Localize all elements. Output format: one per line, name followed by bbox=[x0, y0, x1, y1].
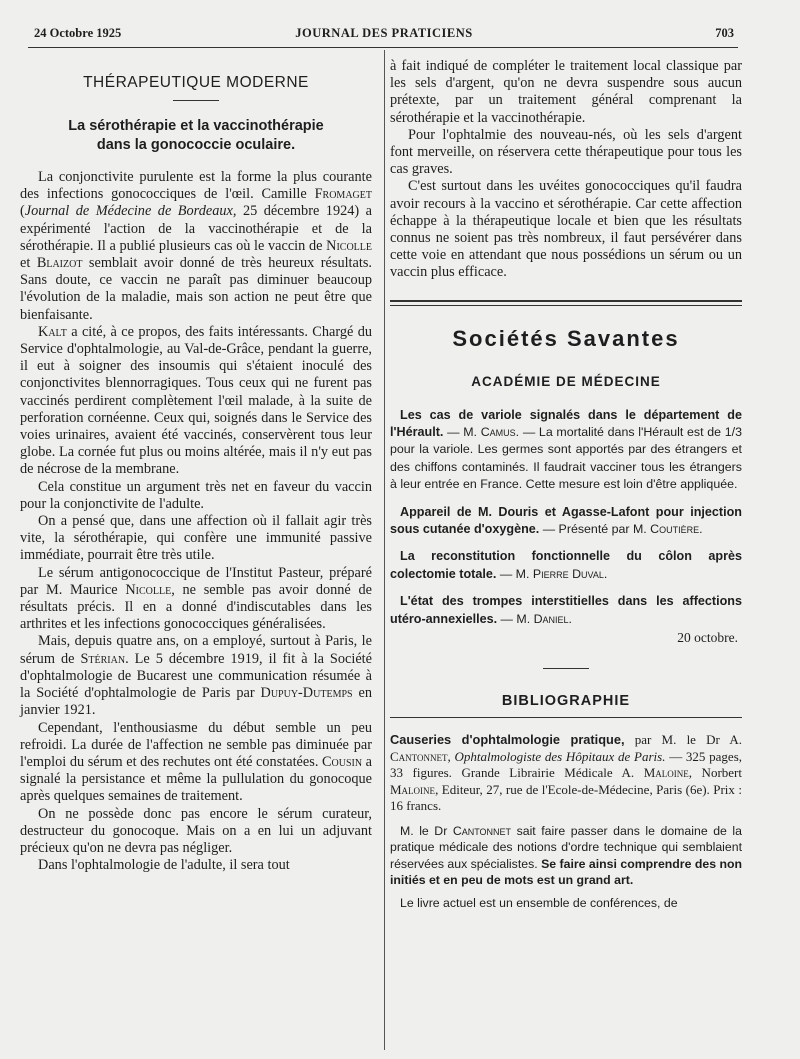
article-title-line-1: La sérothérapie et la vaccinothérapie bbox=[68, 118, 324, 134]
book-reference: Causeries d'ophtalmologie pratique, par M. le Dr A. Cantonnet, Ophtalmologiste des Hôpitaux de Paris. — 325 pages, 33 figures. Grande Librairie Médicale A. Maloine, Norbert Maloine, Editeur, 27, rue de l'Ecole-de-Médecine, Paris (6e). Prix : 16 francs. bbox=[390, 732, 742, 814]
news-item-trompes: L'état des trompes interstitielles dans les affections utéro-annexielles. — M. Daniel. bbox=[390, 594, 742, 626]
header-date: 24 Octobre 1925 bbox=[34, 26, 122, 40]
paragraph-7: Cependant, l'enthousiasme du début semble un peu refroidi. La durée de l'affection ne semble pas diminuée par l'emploi du sérum et des rechutes ont été constatées. Cousin a signalé la persistance et même la pullulation du gonocoque après quelques semaines de traitement. bbox=[20, 719, 372, 805]
author-name: Fromaget bbox=[314, 186, 372, 203]
review-paragraph-2: Le livre actuel est un ensemble de conférences, de bbox=[400, 895, 678, 910]
section-rule bbox=[543, 668, 589, 669]
paragraph-newborns: Pour l'ophtalmie des nouveau-nés, où les sels d'argent font merveille, on réservera cette thérapeutique pour tous les cas graves. bbox=[390, 126, 742, 178]
author-name: Coutière bbox=[650, 522, 700, 537]
running-header bbox=[34, 26, 734, 46]
author-name: Cantonnet bbox=[452, 824, 512, 839]
publisher-name: Maloine bbox=[643, 765, 689, 781]
societes-savantes-title: Sociétés Savantes bbox=[452, 325, 680, 351]
article-title-line-2: dans la gonococcie oculaire. bbox=[96, 137, 296, 153]
article-title bbox=[20, 117, 372, 155]
paragraph-3: Cela constitue un argument très net en faveur du vaccin pour la conjonctivite de l'adulte. bbox=[20, 478, 372, 512]
paragraph-8: On ne possède donc pas encore le sérum curateur, destructeur du gonocoque. Mais on a en lui un adjuvant précieux qu'on ne devra pas négliger. bbox=[20, 805, 372, 856]
page-number: 703 bbox=[715, 26, 734, 40]
paragraph-1: La conjonctivite purulente est la forme la plus courante des infections gonococciques de l'œil. Camille Fromaget (Journal de Médecine de Bordeaux, 25 décembre 1924) a expérimenté l'action de la vaccinothérapie et de la sérothérapie. Il a publié plusieurs cas où le vaccin de Nicolle et Blaizot semblait avoir donné de très heureux résultats. Sans doute, ce vaccin ne paraît pas diminuer beaucoup l'évolution de la maladie, mais son action ne peut être que bienfaisante. bbox=[20, 169, 373, 323]
author-name: Nicolle bbox=[125, 581, 172, 598]
left-column bbox=[20, 60, 372, 874]
author-name: Camus bbox=[480, 425, 516, 440]
author-name: Stérian bbox=[80, 650, 126, 667]
news-item-colon: La reconstitution fonctionnelle du côlon après colectomie totale. — M. Pierre Duval. bbox=[390, 549, 742, 581]
news-item-variole: Les cas de variole signalés dans le département de l'Hérault. — M. Camus. — La mortalité dans l'Hérault est de 1/3 pour la variole. Les germes sont apportés par des étrangers et des chiffons contaminés. Il faudrait vacciner tous les étrangers à leur entrée en France. Cette mesure est loin d'être appliquée. bbox=[390, 407, 742, 492]
journal-ref: Journal de Médecine de Bordeaux, bbox=[24, 203, 237, 220]
author-name: Pierre Duval bbox=[532, 566, 604, 581]
paragraph-5: Le sérum antigonococcique de l'Institut Pasteur, préparé par M. Maurice Nicolle, ne semble pas avoir donné de résultats précis. Il en a donné d'indiscutables dans les arthrites et les infections gonococciques généralisées. bbox=[20, 564, 372, 633]
header-rule bbox=[28, 47, 738, 48]
header-journal-title: JOURNAL DES PRATICIENS bbox=[295, 26, 473, 40]
section-double-rule bbox=[390, 300, 742, 306]
news-item-oxygene: Appareil de M. Douris et Agasse-Lafont pour injection sous cutanée d'oxygène. — Présenté par M. Coutière. bbox=[390, 504, 742, 537]
bibliographie-rule bbox=[390, 717, 742, 718]
section-rule bbox=[173, 100, 219, 101]
column-rule bbox=[384, 50, 385, 1050]
bibliographie-title: BIBLIOGRAPHIE bbox=[501, 693, 631, 710]
author-name: Cantonnet bbox=[390, 748, 448, 764]
right-column bbox=[390, 58, 742, 911]
section-title: THÉRAPEUTIQUE MODERNE bbox=[83, 74, 309, 91]
review-paragraph-1: M. le Dr Cantonnet sait faire passer dans le domaine de la pratique médicale des notions d'ordre technique qui semblaient réservées aux spécialistes. Se faire ainsi comprendre des non initiés et en peu de mots est un grand art. bbox=[390, 824, 742, 888]
author-name: Daniel bbox=[533, 611, 569, 626]
paragraph-uveitis: C'est surtout dans les uvéites gonococciques qu'il faudra avoir recours à la vaccino et sérothérapie. Car cette affection échappe à la thérapeutique locale et bien que les résultats connus ne soient pas très nombreux, il faut persévérer dans cette voie en attendant que nous possédions un sérum ou un vaccin plus efficace. bbox=[390, 178, 742, 281]
session-date: 20 octobre. bbox=[677, 630, 738, 646]
author-role: Ophtalmologiste des Hôpitaux de Paris. bbox=[454, 748, 666, 764]
author-name: Kalt bbox=[38, 323, 67, 340]
author-name: Cousin bbox=[321, 753, 363, 770]
academie-heading: ACADÉMIE DE MÉDECINE bbox=[471, 373, 661, 389]
publisher-name: Maloine bbox=[390, 781, 436, 797]
author-name: Blaizot bbox=[36, 255, 83, 272]
paragraph-4: On a pensé que, dans une affection où il fallait agir très vite, la sérothérapie, qui confère une immunité passive immédiate, pourrait être très utile. bbox=[20, 513, 372, 564]
author-name: Nicolle bbox=[326, 237, 372, 254]
paragraph-continued: à fait indiqué de compléter le traitement local classique par les sels d'argent, qu'on ne devra suspendre sous aucun prétexte, par un traitement général comprenant la sérothérapie et la vaccinothérapie. bbox=[390, 58, 742, 126]
author-name: Dupuy-Dutemps bbox=[260, 685, 353, 702]
paragraph-9: Dans l'ophtalmologie de l'adulte, il sera tout bbox=[38, 857, 290, 874]
paragraph-2: Kalt a cité, à ce propos, des faits intéressants. Chargé du Service d'ophtalmologie, au Val-de-Grâce, pendant la guerre, il eut à soigner des insoumis qui s'étaient inoculé des conjonctivites blennorragiques. Tous ceux qui ne furent pas vaccinés perdirent complètement l'œil malade, à la suite de perforation cornéenne. Ceux qui, soignés dans le Service des voies urinaires, avaient été vaccinés, conservèrent tous leur globe. La cornée fut plus ou moins altérée, mais il n'y eut pas de nécrose de la membrane. bbox=[20, 323, 372, 478]
paragraph-6: Mais, depuis quatre ans, on a employé, surtout à Paris, le sérum de Stérian. Le 5 décembre 1919, il fit à la Société d'ophtalmologie de Bucarest une communication résumée à la Société d'ophtalmologie de Paris par Dupuy-Dutemps en janvier 1921. bbox=[20, 633, 372, 719]
book-title: Causeries d'ophtalmologie pratique, bbox=[390, 732, 625, 748]
